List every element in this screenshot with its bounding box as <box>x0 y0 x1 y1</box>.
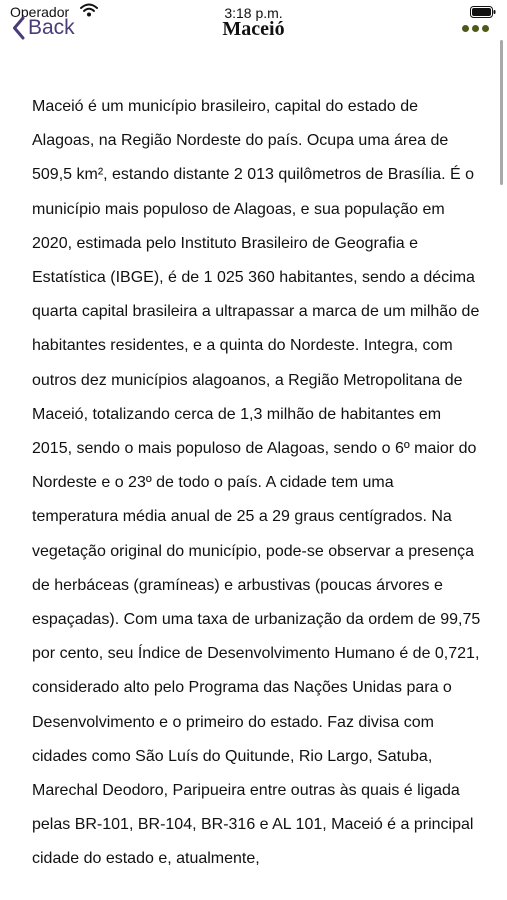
more-dots-icon <box>462 25 469 32</box>
article-body <box>32 90 482 877</box>
more-button[interactable] <box>460 24 492 34</box>
back-button-label: Back <box>28 16 75 39</box>
more-dots-icon <box>472 25 479 32</box>
more-dots-icon <box>482 25 489 32</box>
navigation-bar <box>0 12 507 44</box>
carrier-label: Operador <box>10 4 70 20</box>
article-text: Maceió é um município brasileiro, capital do estado de Alagoas, na Região Nordeste do país. Ocupa uma área de 509,5 km², estando distante 2 013 quilômetros de Brasília. É o município mais populoso de Alagoas, e sua população em 2020, estimada pelo Instituto Brasileiro de Geografia e Estatística (IBGE), é de 1 025 360 habitantes, sendo a décima quarta capital brasileira a ultrapassar a marca de um milhão de habitantes residentes, e a quinta do Nordeste. Integra, com outros dez municípios alagoanos, a Região Metropolitana de Maceió, totalizando cerca de 1,3 milhão de habitantes em 2015, sendo o mais populoso de Alagoas, sendo o 6º maior do Nordeste e o 23º de todo o país. A cidade tem uma temperatura média anual de 25 a 29 graus centígrados. Na vegetação original do município, pode-se observar a presença de herbáceas (gramíneas) e arbustivas (poucas árvores e espaçadas). Com uma taxa de urbanização da ordem de 99,75 por cento, seu Índice de Desenvolvimento Humano é de 0,721, considerado alto pelo Programa das Nações Unidas para o Desenvolvimento e o primeiro do estado. Faz divisa com cidades como São Luís do Quitunde, Rio Largo, Satuba, Marechal Deodoro, Paripueira entre outras às quais é ligada pelas BR-101, BR-104, BR-316 e AL 101, Maceió é a principal cidade do estado e, atualmente, <box>32 98 481 868</box>
status-time: 3:18 p.m. <box>224 5 283 21</box>
scroll-indicator[interactable] <box>500 40 503 185</box>
page-title: Maceió <box>222 18 285 40</box>
